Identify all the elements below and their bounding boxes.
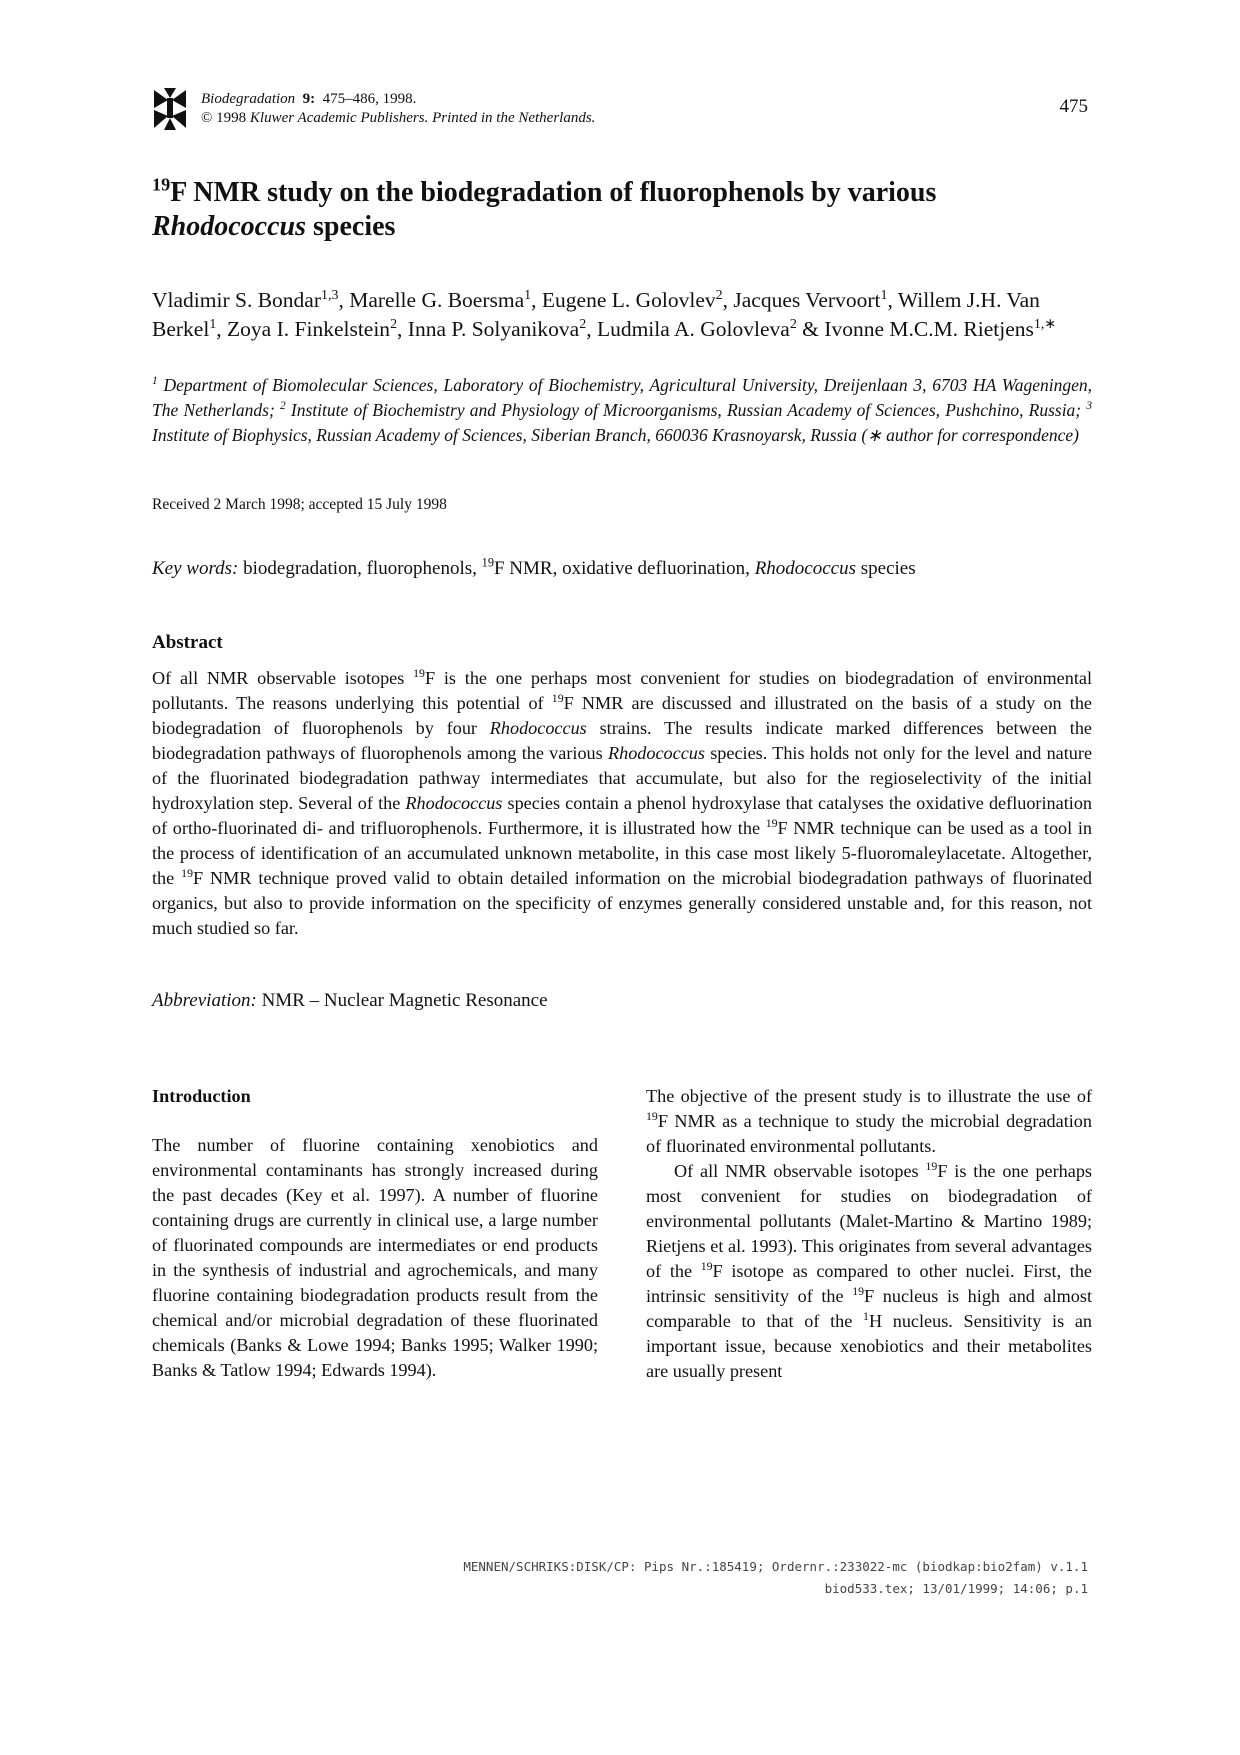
abbreviation [152,990,548,1012]
page-number: 475 [1059,96,1088,117]
abstract-heading: Abstract [152,632,223,653]
page-footer [463,1556,1088,1600]
author: Marelle G. Boersma$^1$, [349,287,542,312]
column-left [152,1084,598,1383]
title-genus: Rhodococcus [152,211,306,242]
footer-line-2: biod533.tex; 13/01/1999; 14:06; p.1 [824,1581,1088,1596]
affiliation: $^1$ Department of Biomolecular Sciences, Laboratory of Biochemistry, Agricultural University, Dreijenlaan 3, 6703 HA Wageningen, The Netherlands; [152,375,1093,420]
journal-info [201,90,595,128]
publisher-logo-icon [152,86,188,130]
author: Willem J.H. Van Berkel$^1$, [152,288,1040,341]
title-superscript: 19 [152,174,171,195]
title-species: species [313,211,396,242]
author-list [152,286,1092,344]
publisher-name: Kluwer Academic Publishers. Printed in the Netherlands. [249,110,596,126]
author: Jacques Vervoort$^1$, [733,287,898,312]
introduction-heading: Introduction [152,1086,251,1106]
affiliation: $^2$ Institute of Biochemistry and Physiology of Microorganisms, Russian Academy of Sciences, Pushchino, Russia; [280,400,1082,420]
author: Eugene L. Golovlev$^2$, [541,287,734,312]
title-line-1: F NMR study on the biodegradation of fluorophenols by various [170,177,937,208]
affiliation: $^3$ Institute of Biophysics, Russian Academy of Sciences, Siberian Branch, 660036 Krasnoyarsk, Russia (∗ author for correspondence) [152,400,1093,445]
citation-line [201,90,595,109]
author: Inna P. Solyanikova$^2$, [407,316,597,341]
keywords: Key words: biodegradation, fluorophenols, $^{19}$F NMR, oxidative defluorination, Rhodococcus species [152,555,916,579]
introduction-paragraph: The number of fluorine containing xenobiotics and environmental contaminants has strongly increased during the past decades (Key et al. 1997). A number of fluorine containing drugs are currently in clinical use, a large number of fluorinated compounds are intermediates or end products in the synthesis of industrial and agrochemicals, and many fluorine containing biodegradation products result from the chemical and/or microbial degradation of these fluorinated chemicals (Banks & Lowe 1994; Banks 1995; Walker 1990; Banks & Tatlow 1994; Edwards 1994). [152,1135,598,1380]
introduction-paragraph: Of all NMR observable isotopes $^{19}$F is the one perhaps most convenient for studies on biodegradation of environmental pollutants (Malet-Martino & Martino 1989; Rietjens et al. 1993). This originates from several advantages of the $^{19}$F isotope as compared to other nuclei. First, the intrinsic sensitivity of the $^{19}$F nucleus is high and almost comparable to that of the $^1$H nucleus. Sensitivity is an important issue, because xenobiotics and their metabolites are usually present [646,1158,1093,1381]
abbreviation-label: Abbreviation: [152,990,257,1011]
author: Ivonne M.C.M. Rietjens$^{1,∗}$ [824,316,1057,341]
keywords-label: Key words: [152,558,239,579]
introduction-paragraph: The objective of the present study is to illustrate the use of $^{19}$F NMR as a technique to study the microbial degradation of fluorinated environmental pollutants. [646,1086,1092,1156]
author: Zoya I. Finkelstein$^2$, [227,316,408,341]
copyright-line [201,109,595,128]
abstract-text: Of all NMR observable isotopes $^{19}$F is the one perhaps most convenient for studies on biodegradation of environmental pollutants. The reasons underlying this potential of $^{19}$F NMR are discussed and illustrated on the basis of a study on the biodegradation of fluorophenols by four Rhodococcus strains. The results indicate marked differences between the biodegradation pathways of fluorophenols among the various Rhodococcus species. This holds not only for the level and nature of the fluorinated biodegradation pathway intermediates that accumulate, but also for the regioselectivity of the initial hydroxylation step. Several of the Rhodococcus species contain a phenol hydroxylase that catalyses the oxidative defluorination of ortho-fluorinated di- and trifluorophenols. Furthermore, it is illustrated how the $^{19}$F NMR technique can be used as a tool in the process of identification of an accumulated unknown metabolite, in this case most likely 5-fluoromaleylacetate. Altogether, the $^{19}$F NMR technique proved valid to obtain detailed information on the microbial biodegradation pathways of fluorinated organics, but also to provide information on the specificity of enzymes generally considered unstable and, for this reason, not much studied so far. [152,665,1093,938]
author: Ludmila A. Golovleva$^2$ & [596,316,825,341]
journal-volume: 9: [302,91,316,107]
affiliations [152,373,1092,448]
author: Vladimir S. Bondar$^{1,3}$, [152,287,350,312]
journal-pages-year: 475–486, 1998. [322,91,417,107]
abbreviation-text: NMR – Nuclear Magnetic Resonance [261,990,548,1011]
received-dates: Received 2 March 1998; accepted 15 July 1998 [152,496,447,513]
column-right [646,1084,1092,1384]
copyright-notice: © 1998 [201,110,247,126]
article-title [152,176,1092,244]
journal-name: Biodegradation [201,91,296,107]
footer-line-1: MENNEN/SCHRIKS:DISK/CP: Pips Nr.:185419; Ordernr.:233022-mc (biodkap:bio2fam) v.1.1 [463,1559,1088,1574]
